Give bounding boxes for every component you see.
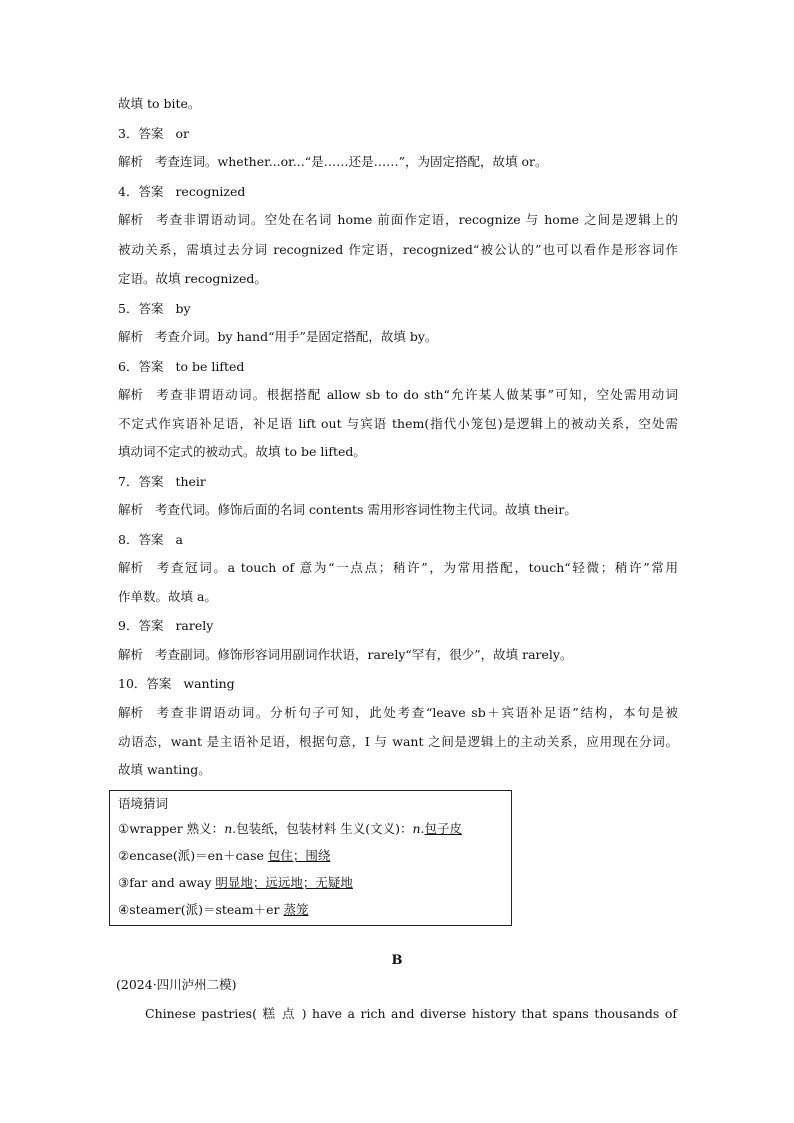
answer-line: 10．答案 wanting [118, 676, 235, 691]
vocabulary-item: ④steamer(派)＝steam＋er 蒸笼 [118, 902, 309, 917]
text-line: 不定式作宾语补足语，补足语 lift out 与宾语 them(指代小笼包)是逻辑上的被动关系，空处需 [118, 416, 678, 431]
analysis-line: 解析 考查连词。whether...or...“是……还是……”，为固定搭配，故填 or。 [118, 154, 548, 169]
text-line: 故填 wanting。 [118, 762, 211, 777]
text-line: 定语。故填 recognized。 [118, 271, 267, 286]
vocabulary-item: ①wrapper 熟义：n.包装纸，包装材料 生义(文义)：n.包子皮 [118, 821, 462, 836]
analysis-line: 解析 考查非谓语动词。根据搭配 allow sb to do sth“允许某人做某事”可知，空处需用动词 [118, 387, 678, 402]
answer-line: 8．答案 a [118, 532, 183, 547]
vocabulary-item: ②encase(派)＝en＋case 包住；围绕 [118, 848, 331, 863]
answer-line: 5．答案 by [118, 301, 191, 316]
vocabulary-box [109, 790, 512, 926]
text-line: 动语态，want 是主语补足语，根据句意，I 与 want 之间是逻辑上的主动关系，应用现在分词。 [118, 734, 678, 749]
vocabulary-item: ③far and away 明显地；远远地；无疑地 [118, 875, 353, 890]
analysis-line: 解析 考查副词。修饰形容词用副词作状语，rarely“罕有，很少”，故填 rarely。 [118, 647, 573, 662]
answer-line: 9．答案 rarely [118, 618, 214, 633]
passage-line: Chinese pastries( 糕 点 ) have a rich and diverse history that spans thousands of [145, 1006, 677, 1021]
analysis-line: 解析 考查非谓语动词。空处在名词 home 前面作定语，recognize 与 home 之间是逻辑上的 [118, 212, 678, 227]
analysis-line: 解析 考查冠词。a touch of 意为“一点点；稍许”，为常用搭配，touch“轻微；稍许”常用 [118, 560, 678, 575]
analysis-line: 解析 考查非谓语动词。分析句子可知，此处考查“leave sb＋宾语补足语”结构，本句是被 [118, 705, 678, 720]
text-line: 被动关系，需填过去分词 recognized 作定语，recognized“被公认的”也可以看作是形容词作 [118, 242, 678, 257]
answer-line: 4．答案 recognized [118, 184, 246, 199]
text-line: 填动词不定式的被动式。故填 to be lifted。 [118, 444, 366, 459]
section-heading: B [391, 953, 403, 968]
answer-line: 3．答案 or [118, 126, 189, 141]
analysis-line: 解析 考查介词。by hand“用手”是固定搭配，故填 by。 [118, 329, 438, 344]
text-line: 作单数。故填 a。 [118, 589, 217, 604]
source-line: (2024·四川泸州二模) [116, 977, 237, 992]
answer-line: 6．答案 to be lifted [118, 359, 245, 374]
analysis-line: 解析 考查代词。修饰后面的名词 contents 需用形容词性物主代词。故填 their。 [118, 502, 577, 517]
text-line: 故填 to bite。 [118, 96, 201, 111]
answer-line: 7．答案 their [118, 474, 206, 489]
vocabulary-box-title: 语境猜词 [118, 796, 169, 811]
